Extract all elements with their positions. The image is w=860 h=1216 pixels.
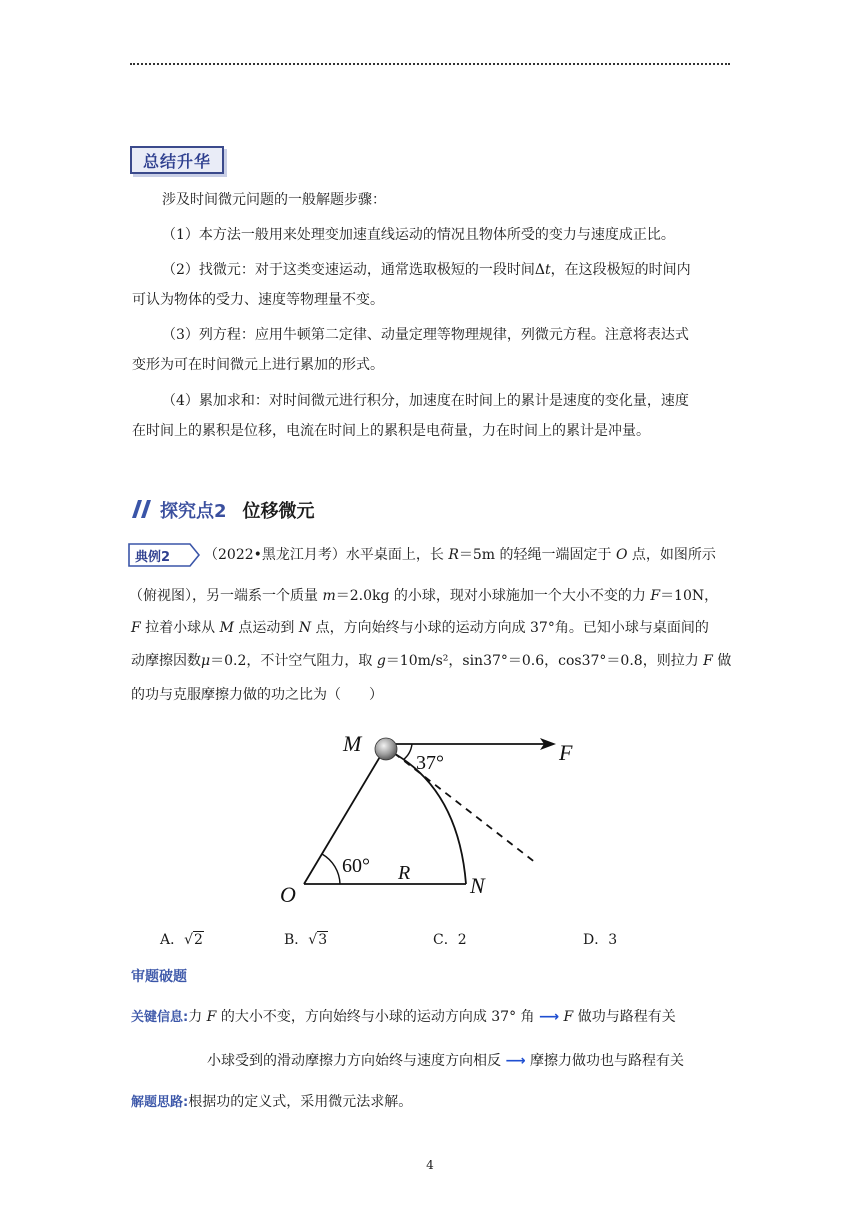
summary-intro: 涉及时间微元问题的一般解题步骤： (162, 192, 386, 208)
summary-step-1: （1）本方法一般用来处理变加速直线运动的情况且物体所受的变力与速度成正比。 (162, 227, 675, 243)
label-m: M (343, 731, 362, 756)
label-f: F (559, 740, 573, 765)
solution-idea: 解题思路:根据功的定义式，采用微元法求解。 (131, 1094, 413, 1110)
example-line-1: （2022•黑龙江月考）水平桌面上，长 R＝5m 的轻绳一端固定于 O 点，如图所示 (204, 547, 716, 563)
section-title: 位移微元 (242, 501, 315, 522)
header-rule (130, 63, 730, 65)
summary-step-4-line2: 在时间上的累积是位移，电流在时间上的累积是电荷量，力在时间上的累计是冲量。 (132, 423, 650, 439)
arrow-icon: ⟶ (505, 1053, 526, 1069)
page-number: 4 (426, 1158, 434, 1172)
analysis-heading: 审题破题 (131, 969, 187, 985)
section-heading (160, 497, 315, 523)
example-line-4: 动摩擦因数μ＝0.2，不计空气阻力，取 g＝10m/s²，sin37°＝0.6，cos37°＝0.8，则拉力 F 做 (131, 653, 732, 669)
angle-arc-60 (322, 854, 340, 884)
summary-badge-label: 总结升华 (142, 152, 211, 171)
ball (375, 738, 397, 760)
arrow-icon: ⟶ (539, 1009, 560, 1025)
physics-figure (270, 725, 600, 910)
summary-step-4-line1: （4）累加求和：对时间微元进行积分，加速度在时间上的累计是速度的变化量，速度 (162, 393, 689, 409)
section-number: 探究点2 (160, 501, 227, 522)
double-slash-icon (131, 498, 153, 520)
label-n: N (470, 873, 485, 898)
summary-badge (130, 146, 224, 174)
label-r: R (398, 862, 411, 884)
summary-step-2-line1: （2）找微元：对于这类变速运动，通常选取极短的一段时间Δt，在这段极短的时间内 (162, 262, 691, 278)
label-angle-37: 37° (416, 752, 444, 774)
label-angle-60: 60° (342, 855, 370, 877)
summary-step-2-line2: 可认为物体的受力、速度等物理量不变。 (132, 292, 384, 308)
key-info-line-2: 小球受到的滑动摩擦力方向始终与速度方向相反 ⟶ 摩擦力做功也与路程有关 (207, 1053, 684, 1069)
example-line-3: F 拉着小球从 M 点运动到 N 点，方向始终与小球的运动方向成 37°角。已知小球与桌面间的 (131, 620, 709, 636)
label-o: O (280, 882, 296, 907)
option-d[interactable]: D．3 (583, 932, 618, 948)
option-a[interactable]: A．√2 (160, 932, 203, 948)
example-badge-label: 典例2 (135, 550, 171, 565)
key-info-line-1: 关键信息:力 F 的大小不变，方向始终与小球的运动方向成 37° 角 ⟶ F 做功与路程有关 (131, 1009, 676, 1025)
example-badge (128, 543, 200, 567)
example-line-2: （俯视图），另一端系一个质量 m＝2.0kg 的小球，现对小球施加一个大小不变的力 F＝10N， (129, 588, 719, 604)
example-line-5: 的功与克服摩擦力做的功之比为（ ） (131, 687, 383, 703)
summary-step-3-line2: 变形为可在时间微元上进行累加的形式。 (132, 357, 384, 373)
option-c[interactable]: C．2 (433, 932, 467, 948)
option-b[interactable]: B．√3 (284, 932, 328, 948)
summary-step-3-line1: （3）列方程：应用牛顿第二定律、动量定理等物理规律，列微元方程。注意将表达式 (162, 327, 689, 343)
angle-arc-37 (403, 744, 412, 760)
